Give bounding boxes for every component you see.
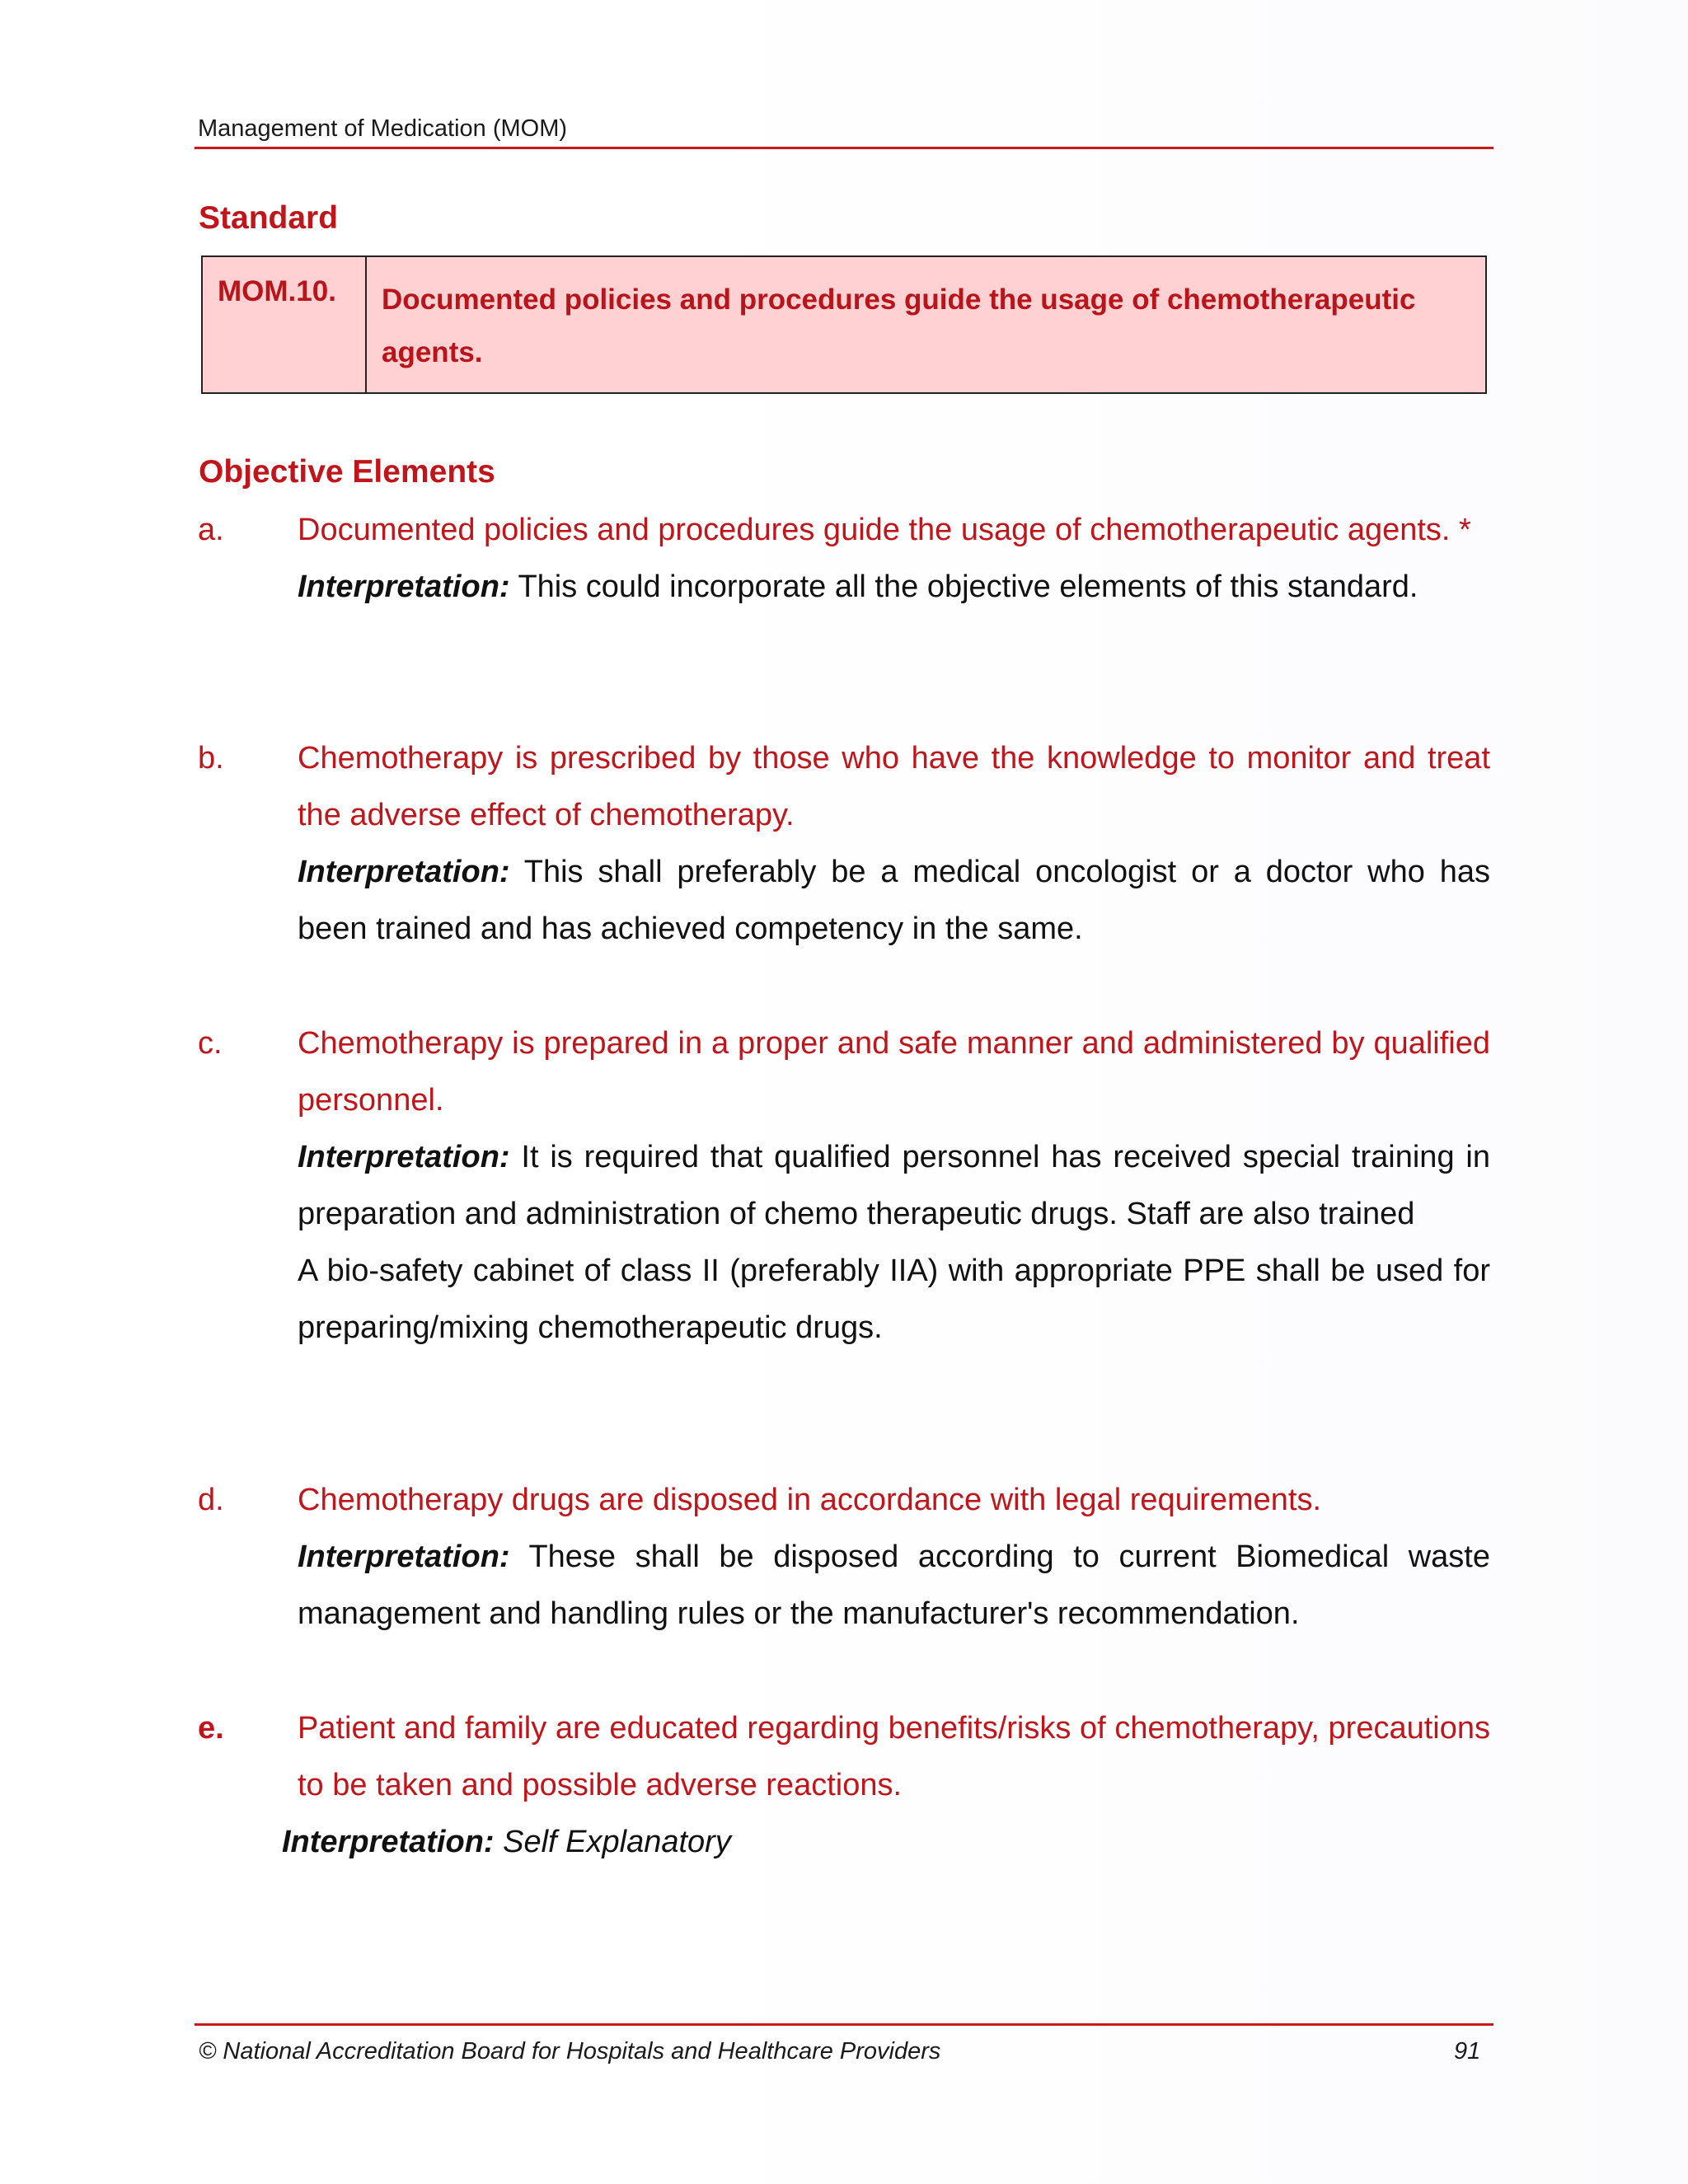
header-rule [195,147,1493,149]
standard-table [201,255,1487,394]
element-letter: c. [198,1026,223,1061]
element-text: Chemotherapy is prepared in a proper and safe manner and administered by qualified personnel. [298,1026,1490,1118]
element-letter: e. [198,1711,224,1746]
element-interpretation [282,1814,1490,1871]
standard-code: MOM.10. [203,257,367,392]
page-number: 91 [1454,2038,1481,2064]
objective-element-c [198,1015,1490,1357]
element-interpretation [298,1129,1490,1243]
element-text: Chemotherapy is prescribed by those who have the knowledge to monitor and treat the adverse effect of chemotherapy. [298,741,1490,832]
interpretation-text: This shall preferably be a medical oncologist or a doctor who has been trained and has achieved competency in the same. [298,855,1490,946]
element-interpretation [298,1529,1490,1643]
interpretation-text: Self Explanatory [503,1825,731,1859]
element-text: Chemotherapy drugs are disposed in accordance with legal requirements. [298,1483,1322,1517]
standard-text: Documented policies and procedures guide the usage of chemotherapeutic agents. [382,284,1416,368]
objective-elements-heading: Objective Elements [199,454,495,490]
objective-element-e [198,1700,1490,1871]
interpretation-text: It is required that qualified personnel has received special training in preparation and administration of chemo therapeutic drugs. Staff are also trained [298,1140,1490,1231]
interpretation-label: Interpretation: [298,1540,510,1574]
interpretation-text: This could incorporate all the objective elements of this standard. [518,569,1418,604]
objective-element-d [198,1472,1490,1643]
element-interpretation [298,559,1490,616]
objective-element-a [198,502,1490,616]
running-header: Management of Medication (MOM) [198,115,568,142]
standard-heading: Standard [199,200,339,236]
element-text: Patient and family are educated regarding benefits/risks of chemotherapy, precautions to be taken and possible adverse reactions. [298,1711,1490,1802]
interpretation-label: Interpretation: [298,1140,510,1174]
element-interpretation [298,844,1490,958]
element-text: Documented policies and procedures guide the usage of chemotherapeutic agents. * [298,513,1471,547]
objective-element-b [198,730,1490,958]
interpretation-label: Interpretation: [298,569,510,604]
element-letter: a. [198,513,224,547]
interpretation-text: These shall be disposed according to current Biomedical waste management and handling rules or the manufacturer's recommendation. [298,1540,1490,1631]
element-letter: b. [198,741,224,776]
interpretation-label: Interpretation: [282,1825,495,1859]
element-letter: d. [198,1483,224,1517]
interpretation-continuation: A bio-safety cabinet of class II (preferably IIA) with appropriate PPE shall be used for preparing/mixing chemotherapeutic drugs. [298,1254,1490,1345]
footer-copyright: © National Accreditation Board for Hospitals and Healthcare Providers [199,2038,941,2064]
footer-rule [195,2023,1493,2026]
interpretation-label: Interpretation: [298,855,510,889]
